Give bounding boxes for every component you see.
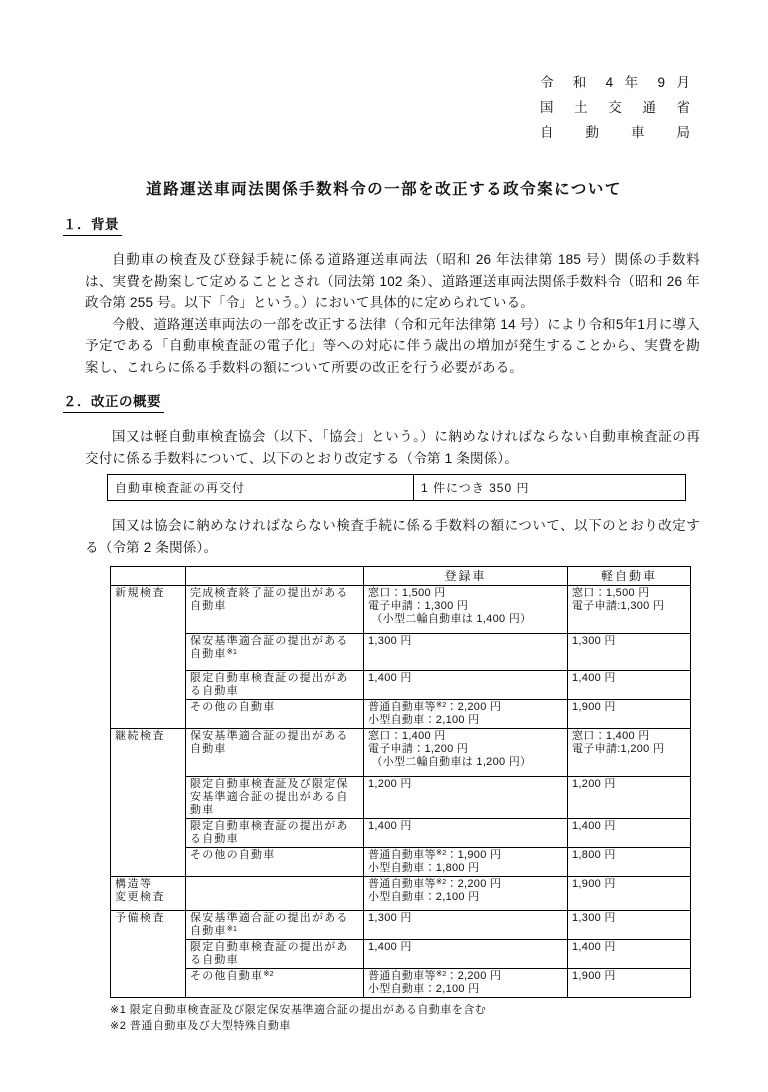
desc-cell — [186, 877, 364, 911]
kei-cell: 1,900 円 — [568, 700, 691, 729]
reg-cell: 普通自動車等$^{※2}$：1,900 円 小型自動車：1,800 円 — [364, 848, 568, 877]
category-cell: 新規検査 — [111, 586, 186, 729]
fee-table-row — [111, 969, 691, 998]
footnote-ref: ※1 — [226, 924, 238, 933]
reg-cell: 1,400 円 — [364, 819, 568, 848]
fee-table-header-registered: 登録車 — [364, 567, 568, 586]
footnote-ref: ※2 — [435, 700, 447, 709]
kei-cell: 窓口：1,400 円 電子申請:1,200 円 — [568, 729, 691, 777]
header-date-block — [540, 70, 690, 145]
category-cell: 予備検査 — [111, 911, 186, 998]
footnote-ref: ※2 — [435, 969, 447, 978]
reg-cell: 普通自動車等$^{※2}$：2,200 円 小型自動車：2,100 円 — [364, 969, 568, 998]
header-ministry-line: 国 土 交 通 省 — [540, 100, 690, 115]
fee-table-header-empty-2 — [186, 567, 364, 586]
inspection-fee-table — [110, 566, 691, 998]
kei-cell: 1,200 円 — [568, 777, 691, 819]
footnote-ref: ※1 — [226, 647, 238, 656]
fee-table-row — [111, 777, 691, 819]
fee-table-row — [111, 700, 691, 729]
page-title: 道路運送車両法関係手数料令の一部を改正する政令案について — [146, 181, 622, 198]
fee-table-body — [111, 586, 691, 998]
footnote-ref: ※2 — [435, 848, 447, 857]
footnotes — [110, 1003, 700, 1034]
fee-table-row — [111, 877, 691, 911]
kei-cell: 窓口：1,500 円 電子申請:1,300 円 — [568, 586, 691, 634]
reg-cell: 1,400 円 — [364, 940, 568, 969]
fee-table-header-row — [111, 567, 691, 586]
desc-cell: 限定自動車検査証の提出があ る自動車 — [186, 671, 364, 700]
fee-table-row — [111, 848, 691, 877]
kei-cell: 1,400 円 — [568, 819, 691, 848]
section-2-intro-2: 国又は協会に納めなければならない検査手続に係る手数料の額について、以下のとおり改定する（令第 2 条関係）。 — [85, 518, 700, 555]
reg-cell: 1,400 円 — [364, 671, 568, 700]
desc-cell: 保安基準適合証の提出がある 自動車$^{※1}$ — [186, 634, 364, 671]
section-2-intro-1: 国又は軽自動車検査協会（以下、「協会」という。）に納めなければならない自動車検査証の再交付に係る手数料について、以下のとおり改定する（令第 1 条関係）。 — [85, 429, 700, 466]
reissue-fee-row — [108, 475, 686, 501]
fee-table-row — [111, 940, 691, 969]
reg-cell: 1,200 円 — [364, 777, 568, 819]
reg-cell: 1,300 円 — [364, 634, 568, 671]
desc-cell: 限定自動車検査証の提出があ る自動車 — [186, 819, 364, 848]
reg-cell: 普通自動車等$^{※2}$：2,200 円 小型自動車：2,100 円 — [364, 877, 568, 911]
desc-cell: その他の自動車 — [186, 700, 364, 729]
fee-table-row — [111, 729, 691, 777]
kei-cell: 1,400 円 — [568, 671, 691, 700]
fee-table-row — [111, 819, 691, 848]
fee-table-header-empty-1 — [111, 567, 186, 586]
section-2-heading: ２．改正の概要 — [63, 392, 700, 413]
footnote-ref: ※2 — [435, 877, 447, 886]
reissue-fee-table — [107, 474, 686, 501]
kei-cell: 1,300 円 — [568, 634, 691, 671]
reg-cell: 1,300 円 — [364, 911, 568, 940]
reg-cell: 窓口：1,400 円 電子申請：1,200 円 （小型二輪自動車は 1,200 円） — [364, 729, 568, 777]
desc-cell: 限定自動車検査証及び限定保 安基準適合証の提出がある自 動車 — [186, 777, 364, 819]
document-body — [63, 215, 700, 1034]
desc-cell: 保安基準適合証の提出がある 自動車$^{※1}$ — [186, 911, 364, 940]
footnote-2: ※2 普通自動車及び大型特殊自動車 — [110, 1019, 291, 1032]
footnote-1: ※1 限定自動車検査証及び限定保安基準適合証の提出がある自動車を含む — [110, 1004, 487, 1016]
desc-cell: 限定自動車検査証の提出があ る自動車 — [186, 940, 364, 969]
category-cell: 構造等 変更検査 — [111, 877, 186, 911]
section-1-heading: １．背景 — [63, 215, 700, 236]
reissue-item-cell: 自動車検査証の再交付 — [108, 475, 414, 501]
category-cell: 継続検査 — [111, 729, 186, 877]
desc-cell: その他の自動車 — [186, 848, 364, 877]
kei-cell: 1,300 円 — [568, 911, 691, 940]
footnote-ref: ※2 — [263, 969, 274, 978]
kei-cell: 1,900 円 — [568, 877, 691, 911]
section-1-paragraph-1: 自動車の検査及び登録手続に係る道路運送車両法（昭和 26 年法律第 185 号）関係の手数料は、実費を勘案して定めることとされ（同法第 102 条）、道路運送車両法関係手数料令（昭和 26 年政令第 255 号。以下「令」という。）において具体的に定められている。 — [85, 252, 700, 310]
section-1-paragraph-2: 今般、道路運送車両法の一部を改正する法律（令和元年法律第 14 号）により令和5年1月に導入予定である「自動車検査証の電子化」等への対応に伴う歳出の増加が発生することから、実費を勘案し、これらに係る手数料の額について所要の改正を行う必要がある。 — [85, 316, 700, 375]
fee-table-row — [111, 911, 691, 940]
desc-cell: 保安基準適合証の提出がある 自動車 — [186, 729, 364, 777]
reg-cell: 普通自動車等$^{※2}$：2,200 円 小型自動車：2,100 円 — [364, 700, 568, 729]
header-date-line: 令 和 4 年 9 月 — [540, 75, 690, 90]
reg-cell: 窓口：1,500 円 電子申請：1,300 円 （小型二輪自動車は 1,400 円） — [364, 586, 568, 634]
desc-cell: その他自動車$^{※2}$ — [186, 969, 364, 998]
fee-table-row — [111, 586, 691, 634]
reissue-fee-cell: 1 件につき 350 円 — [414, 475, 686, 501]
kei-cell: 1,400 円 — [568, 940, 691, 969]
fee-table-row — [111, 671, 691, 700]
kei-cell: 1,800 円 — [568, 848, 691, 877]
fee-table-row — [111, 634, 691, 671]
desc-cell: 完成検査終了証の提出がある 自動車 — [186, 586, 364, 634]
header-bureau-line: 自 動 車 局 — [540, 125, 690, 140]
kei-cell: 1,900 円 — [568, 969, 691, 998]
fee-table-header-kei: 軽自動車 — [568, 567, 691, 586]
